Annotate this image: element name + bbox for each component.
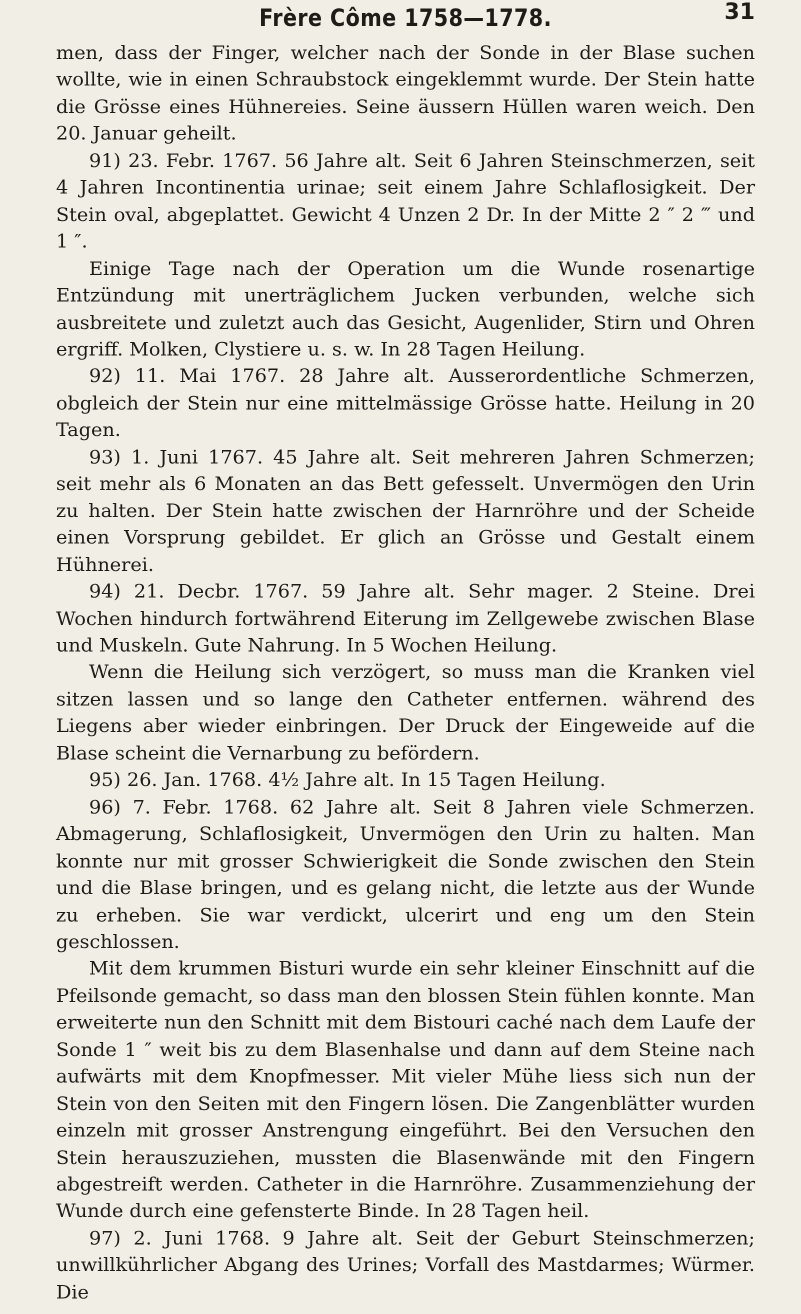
body-text <box>56 40 755 1306</box>
case-91: 91) 23. Febr. 1767. 56 Jahre alt. Seit 6 Jahren Steinschmerzen, seit 4 Jahren Incontinentia urinae; seit einem Jahre Schlaflosigkeit. Der Stein oval, abgeplattet. Gewicht 4 Unzen 2 Dr. In der Mitte 2 ″ 2 ‴ und 1 ″. <box>56 149 755 253</box>
running-title: Frère Côme 1758—1778. <box>259 4 552 32</box>
case-94-note: Wenn die Heilung sich verzögert, so muss man die Kranken viel sitzen lassen und so lange den Catheter entfernen. während des Liegens aber wieder einbringen. Der Druck der Eingeweide auf die Blase scheint die Vernarbung zu befördern. <box>56 661 755 765</box>
case-92: 92) 11. Mai 1767. 28 Jahre alt. Ausserordentliche Schmerzen, obgleich der Stein nur eine mittelmässige Grösse hatte. Heilung in 20 Tagen. <box>56 365 755 441</box>
case-91-note: Einige Tage nach der Operation um die Wunde rosenartige Entzündung mit unerträglichem Jucken verbunden, welche sich ausbreitete und zuletzt auch das Gesicht, Augenlider, Stirn und Ohren ergriff. Molken, Clystiere u. s. w. In 28 Tagen Heilung. <box>56 257 755 361</box>
case-96: 96) 7. Febr. 1768. 62 Jahre alt. Seit 8 Jahren viele Schmerzen. Abmagerung, Schlaflosigkeit, Unvermögen den Urin zu halten. Man konnte nur mit grosser Schwierigkeit die Sonde zwischen den Stein und die Blase bringen, und es gelang nicht, die letzte aus der Wunde zu erheben. Sie war verdickt, ulcerirt und eng um den Stein geschlossen. <box>56 796 755 953</box>
case-94: 94) 21. Decbr. 1767. 59 Jahre alt. Sehr mager. 2 Steine. Drei Wochen hindurch fortwährend Eiterung im Zellgewebe zwischen Blase und Muskeln. Gute Nahrung. In 5 Wochen Heilung. <box>56 580 755 657</box>
case-95: 95) 26. Jan. 1768. 4½ Jahre alt. In 15 Tagen Heilung. <box>89 769 606 792</box>
page-header <box>56 0 755 40</box>
case-96-note: Mit dem krummen Bisturi wurde ein sehr kleiner Einschnitt auf die Pfeilsonde gemacht, so dass man den blossen Stein fühlen konnte. Man erweiterte nun den Schnitt mit dem Bistouri caché nach dem Laufe der Sonde 1 ″ weit bis zu dem Blasenhalse und dann auf dem Steine nach aufwärts mit dem Knopfmesser. Mit vieler Mühe liess sich nun der Stein von den Seiten mit den Fingern lösen. Die Zangenblätter wurden einzeln mit grosser Anstrengung eingeführt. Bei den Versuchen den Stein herauszuziehen, mussten die Blasenwände mit den Fingern abgestreift werden. Catheter in die Harnröhre. Zusammenziehung der Wunde durch eine gefensterte Binde. In 28 Tagen heil. <box>56 957 755 1223</box>
paragraph-continuation: men, dass der Finger, welcher nach der Sonde in der Blase suchen wollte, wie in einen Schraubstock eingeklemmt wurde. Der Stein hatte die Grösse eines Hühnereies. Seine äussern Hüllen waren weich. Den 20. Januar geheilt. <box>56 41 755 145</box>
case-97: 97) 2. Juni 1768. 9 Jahre alt. Seit der Geburt Steinschmerzen; unwillkührlicher Abgang des Urines; Vorfall des Mastdarmes; Würmer. Die <box>56 1227 755 1304</box>
page-number: 31 <box>724 0 755 25</box>
case-93: 93) 1. Juni 1767. 45 Jahre alt. Seit mehreren Jahren Schmerzen; seit mehr als 6 Monaten an das Bett gefesselt. Unvermögen den Urin zu halten. Der Stein hatte zwischen der Harnröhre und der Scheide einen Vorsprung gebildet. Er glich an Grösse und Gestalt einem Hühnerei. <box>56 446 755 576</box>
